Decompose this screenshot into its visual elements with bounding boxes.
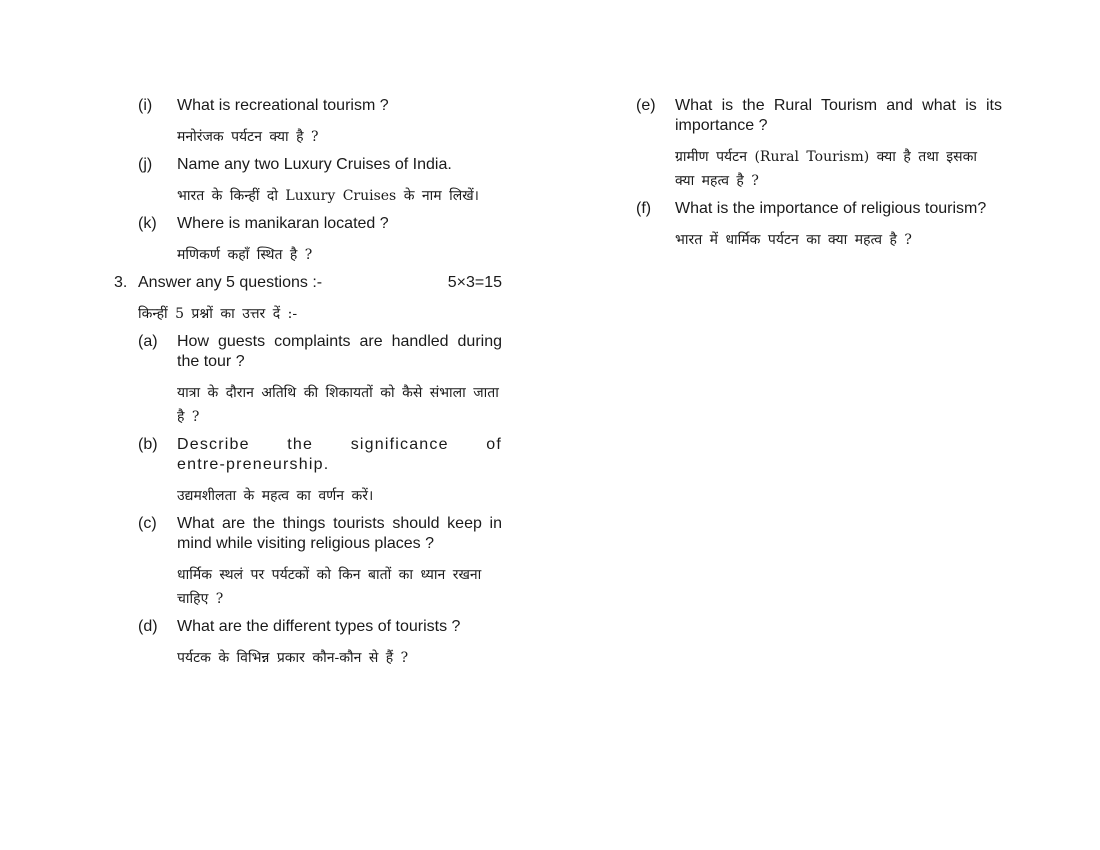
section-title-wrap bbox=[114, 273, 322, 293]
section-number: 3. bbox=[114, 274, 128, 291]
question-text-english: Describe the significance of entre-preneurship. bbox=[177, 436, 502, 473]
question-label: (f) bbox=[636, 200, 652, 217]
question-text-english: How guests complaints are handled during the tour ? bbox=[177, 333, 502, 370]
question-text-english: Where is manikaran located ? bbox=[177, 215, 389, 232]
question-d bbox=[138, 617, 502, 670]
question-j bbox=[138, 155, 502, 208]
question-text-english: What are the different types of tourists ? bbox=[177, 618, 461, 635]
question-label: (k) bbox=[138, 215, 157, 232]
question-f bbox=[636, 199, 1002, 252]
section-title-hindi: किन्हीं 5 प्रश्नों का उत्तर दें :- bbox=[138, 306, 298, 322]
question-text-hindi: भारत के किन्हीं दो Luxury Cruises के नाम लिखें। bbox=[177, 188, 479, 204]
question-text-english: What is recreational tourism ? bbox=[177, 97, 389, 114]
question-a bbox=[138, 332, 502, 429]
question-text-english: What is the importance of religious tourism? bbox=[675, 200, 987, 217]
section-header bbox=[114, 273, 502, 293]
question-label: (i) bbox=[138, 97, 153, 114]
question-label: (c) bbox=[138, 515, 157, 532]
question-text-hindi: उद्यमशीलता के महत्व का वर्णन करें। bbox=[177, 488, 374, 504]
question-b bbox=[138, 435, 502, 508]
question-label: (j) bbox=[138, 156, 153, 173]
right-column bbox=[636, 96, 1002, 258]
question-k bbox=[138, 214, 502, 267]
question-text-english: What is the Rural Tourism and what is its importance ? bbox=[675, 97, 1002, 134]
question-text-hindi: यात्रा के दौरान अतिथि की शिकायतों को कैसे संभाला जाता है ? bbox=[177, 385, 499, 425]
question-c bbox=[138, 514, 502, 611]
question-label: (d) bbox=[138, 618, 158, 635]
section-marks: 5×3=15 bbox=[447, 274, 502, 291]
question-text-hindi: ग्रामीण पर्यटन (Rural Tourism) क्या है तथा इसका क्या महत्व है ? bbox=[675, 149, 977, 189]
question-text-hindi: मणिकर्ण कहाँ स्थित है ? bbox=[177, 247, 313, 263]
question-e bbox=[636, 96, 1002, 193]
section-3 bbox=[114, 273, 502, 670]
question-label: (e) bbox=[636, 97, 656, 114]
section-title: Answer any 5 questions :- bbox=[138, 274, 323, 291]
question-text-hindi: भारत में धार्मिक पर्यटन का क्या महत्व है ? bbox=[675, 232, 912, 248]
left-column bbox=[114, 96, 502, 676]
question-text-hindi: पर्यटक के विभिन्न प्रकार कौन-कौन से हैं ? bbox=[177, 650, 409, 666]
question-text-english: Name any two Luxury Cruises of India. bbox=[177, 156, 452, 173]
question-label: (a) bbox=[138, 333, 158, 350]
question-text-english: What are the things tourists should keep in mind while visiting religious places ? bbox=[177, 515, 502, 552]
question-text-hindi: धार्मिक स्थलं पर पर्यटकों को किन बातों का ध्यान रखना चाहिए ? bbox=[177, 567, 482, 607]
question-text-hindi: मनोरंजक पर्यटन क्या है ? bbox=[177, 129, 319, 145]
question-label: (b) bbox=[138, 436, 158, 453]
question-i bbox=[138, 96, 502, 149]
